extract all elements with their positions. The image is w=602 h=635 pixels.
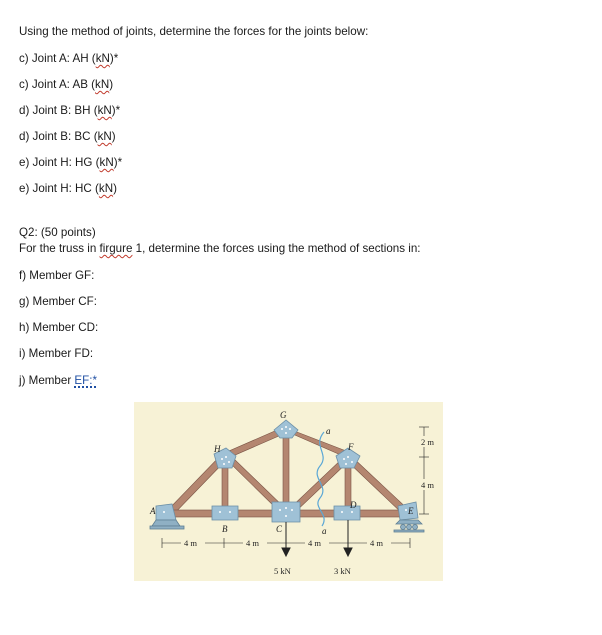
q2-item-g: g) Member CF: — [19, 295, 97, 308]
span-bc: 4 m — [246, 538, 259, 548]
support-a — [150, 520, 184, 529]
q1-item-4: d) Joint B: BC (kN) — [19, 130, 116, 143]
q2-item-h: h) Member CD: — [19, 321, 99, 334]
q2-intro: For the truss in firgure 1, determine the forces using the method of sections in: — [19, 242, 421, 255]
span-de: 4 m — [370, 538, 383, 548]
load-3kn: 3 kN — [334, 566, 351, 576]
label-b: B — [222, 524, 228, 534]
plate-b — [212, 506, 238, 520]
q1-item-5: e) Joint H: HG (kN)* — [19, 156, 123, 169]
label-a: A — [150, 506, 156, 516]
q2-item-f: f) Member GF: — [19, 269, 95, 282]
member-gc — [283, 430, 289, 514]
section-label-top: a — [326, 426, 331, 436]
section-label-bottom: a — [322, 526, 327, 536]
plate-g — [274, 420, 298, 438]
support-e — [394, 520, 424, 532]
height-fd: 4 m — [421, 480, 434, 490]
q1-item-2: c) Joint A: AB (kN) — [19, 78, 114, 91]
label-g: G — [280, 410, 287, 420]
label-e: E — [408, 506, 414, 516]
q1-item-3: d) Joint B: BH (kN)* — [19, 104, 121, 117]
label-f: F — [348, 442, 354, 452]
label-d: D — [350, 500, 357, 510]
label-c: C — [276, 524, 283, 534]
height-gf: 2 m — [421, 437, 434, 447]
q1-intro: Using the method of joints, determine the forces for the joints below: — [19, 25, 369, 38]
q1-item-1: c) Joint A: AH (kN)* — [19, 52, 119, 65]
span-ab: 4 m — [184, 538, 197, 548]
span-cd: 4 m — [308, 538, 321, 548]
plate-a — [156, 504, 176, 520]
q1-item-6: e) Joint H: HC (kN) — [19, 182, 117, 195]
member-ef-link[interactable]: EF:* — [74, 374, 97, 387]
q2-title: Q2: (50 points) — [19, 226, 96, 239]
load-5kn: 5 kN — [274, 566, 291, 576]
q2-item-i: i) Member FD: — [19, 347, 94, 360]
label-h: H — [214, 444, 221, 454]
truss-figure — [134, 402, 443, 581]
plate-c — [272, 502, 300, 522]
q2-item-j: j) Member EF:* — [19, 374, 97, 387]
